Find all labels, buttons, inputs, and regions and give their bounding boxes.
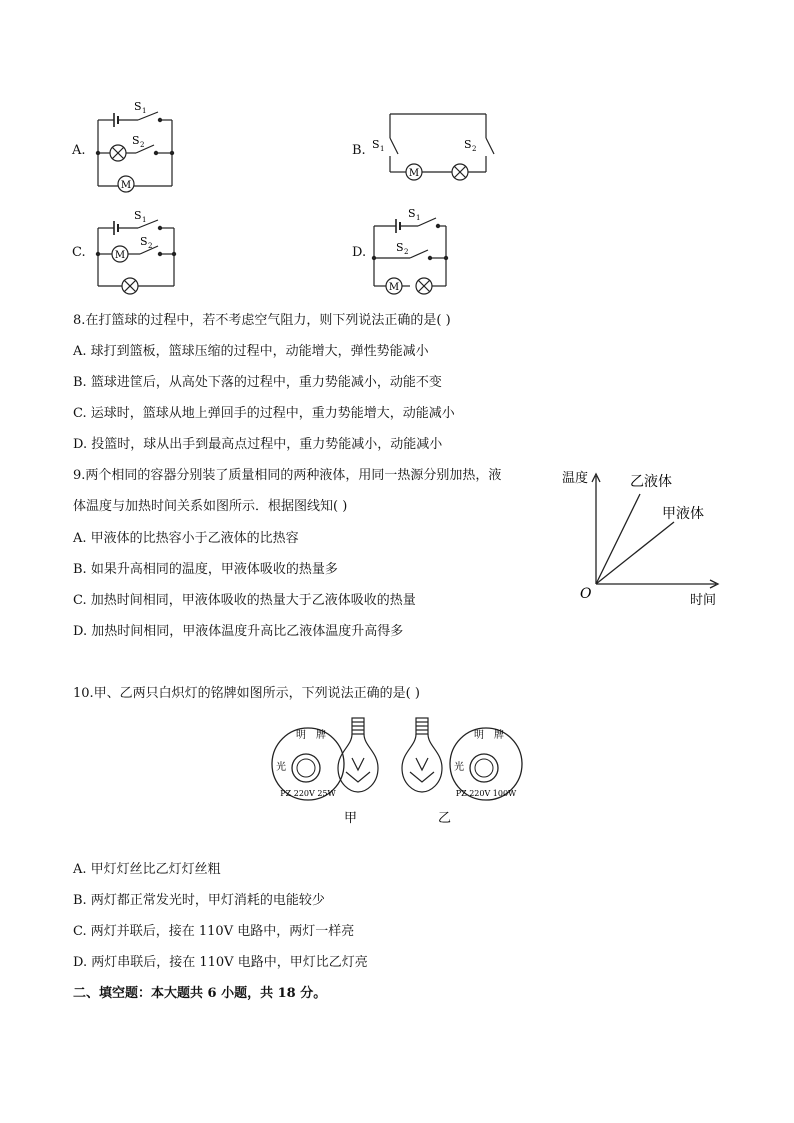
jia-label: 甲 xyxy=(344,811,358,826)
yi-rating: PZ 220V 100W xyxy=(455,789,517,798)
circuit-c xyxy=(88,208,188,300)
line-jia xyxy=(596,522,674,584)
svg-text:明: 明 xyxy=(296,730,306,741)
motor-symbol: M xyxy=(388,282,400,293)
switch-s1-sub: 1 xyxy=(380,145,385,153)
circuit-b xyxy=(368,108,498,188)
x-axis-label: 时间 xyxy=(690,593,717,608)
q8-option-c: C. 运球时，篮球从地上弹回手的过程中，重力势能增大，动能减小 xyxy=(73,406,455,421)
svg-text:明: 明 xyxy=(474,730,484,741)
svg-text:光: 光 xyxy=(454,762,464,773)
option-c-label: C. xyxy=(72,245,86,260)
line-yi-label: 乙液体 xyxy=(630,474,672,490)
line-yi xyxy=(596,494,640,584)
y-axis-label: 温度 xyxy=(562,471,589,486)
motor-symbol: M xyxy=(114,250,126,261)
q9-stem-line-1: 9.两个相同的容器分别装了质量相同的两种液体，用同一热源分别加热，液 xyxy=(73,468,502,483)
switch-s1-sub: 1 xyxy=(416,214,421,222)
switch-s2-label: S xyxy=(464,138,472,151)
switch-s2-label: S xyxy=(396,241,404,254)
option-d-label: D. xyxy=(352,245,367,260)
q10-option-a: A. 甲灯灯丝比乙灯灯丝粗 xyxy=(73,862,221,877)
svg-text:牌: 牌 xyxy=(494,730,504,741)
q9-option-d: D. 加热时间相同，甲液体温度升高比乙液体温度升高得多 xyxy=(73,624,404,639)
yi-label: 乙 xyxy=(438,811,452,826)
origin-label: O xyxy=(580,586,592,602)
q9-option-a: A. 甲液体的比热容小于乙液体的比热容 xyxy=(73,531,299,546)
switch-s2-sub: 2 xyxy=(404,248,409,256)
motor-symbol: M xyxy=(120,180,132,191)
circuit-a xyxy=(88,98,188,194)
switch-s1-label: S xyxy=(134,100,142,113)
q10-option-d: D. 两灯串联后，接在 110V 电路中，甲灯比乙灯亮 xyxy=(73,955,368,970)
option-a-label: A. xyxy=(72,143,86,158)
switch-s1-sub: 1 xyxy=(142,107,147,115)
q8-stem: 8.在打篮球的过程中，若不考虑空气阻力，则下列说法正确的是( ) xyxy=(73,313,451,328)
q9-stem-line-2: 体温度与加热时间关系如图所示．根据图线知( ) xyxy=(73,499,348,514)
bulb-nameplates-figure xyxy=(266,712,530,828)
switch-s2-label: S xyxy=(140,235,148,248)
circuit-d xyxy=(366,204,456,300)
line-jia-label: 甲液体 xyxy=(662,506,704,522)
switch-s2-sub: 2 xyxy=(472,145,477,153)
switch-s1-label: S xyxy=(408,207,416,220)
bulb-yi-icon xyxy=(402,718,442,792)
switch-s2-label: S xyxy=(132,134,140,147)
section-2-heading: 二、填空题：本大题共 6 小题，共 18 分。 xyxy=(73,986,327,1001)
q10-option-c: C. 两灯并联后，接在 110V 电路中，两灯一样亮 xyxy=(73,924,355,939)
jia-rating: PZ 220V 25W xyxy=(280,789,336,798)
bulb-jia-icon xyxy=(338,718,378,792)
q8-option-b: B. 篮球进筐后，从高处下落的过程中，重力势能减小，动能不变 xyxy=(73,375,442,390)
q8-option-a: A. 球打到篮板，篮球压缩的过程中，动能增大，弹性势能减小 xyxy=(73,344,429,359)
q10-stem: 10.甲、乙两只白炽灯的铭牌如图所示，下列说法正确的是( ) xyxy=(73,686,420,701)
svg-text:牌: 牌 xyxy=(316,730,326,741)
q9-option-b: B. 如果升高相同的温度，甲液体吸收的热量多 xyxy=(73,562,338,577)
nameplate-jia xyxy=(272,728,344,800)
option-b-label: B. xyxy=(352,143,366,158)
switch-s1-label: S xyxy=(134,209,142,222)
nameplate-yi xyxy=(450,728,522,800)
switch-s1-label: S xyxy=(372,138,380,151)
switch-s1-sub: 1 xyxy=(142,216,147,224)
q8-option-d: D. 投篮时，球从出手到最高点过程中，重力势能减小，动能减小 xyxy=(73,437,443,452)
switch-s2-sub: 2 xyxy=(140,141,145,149)
switch-s2-sub: 2 xyxy=(148,242,153,250)
temperature-time-graph xyxy=(556,466,726,610)
motor-symbol: M xyxy=(408,168,420,179)
svg-text:光: 光 xyxy=(276,762,286,773)
q9-option-c: C. 加热时间相同，甲液体吸收的热量大于乙液体吸收的热量 xyxy=(73,593,416,608)
q10-option-b: B. 两灯都正常发光时，甲灯消耗的电能较少 xyxy=(73,893,325,908)
